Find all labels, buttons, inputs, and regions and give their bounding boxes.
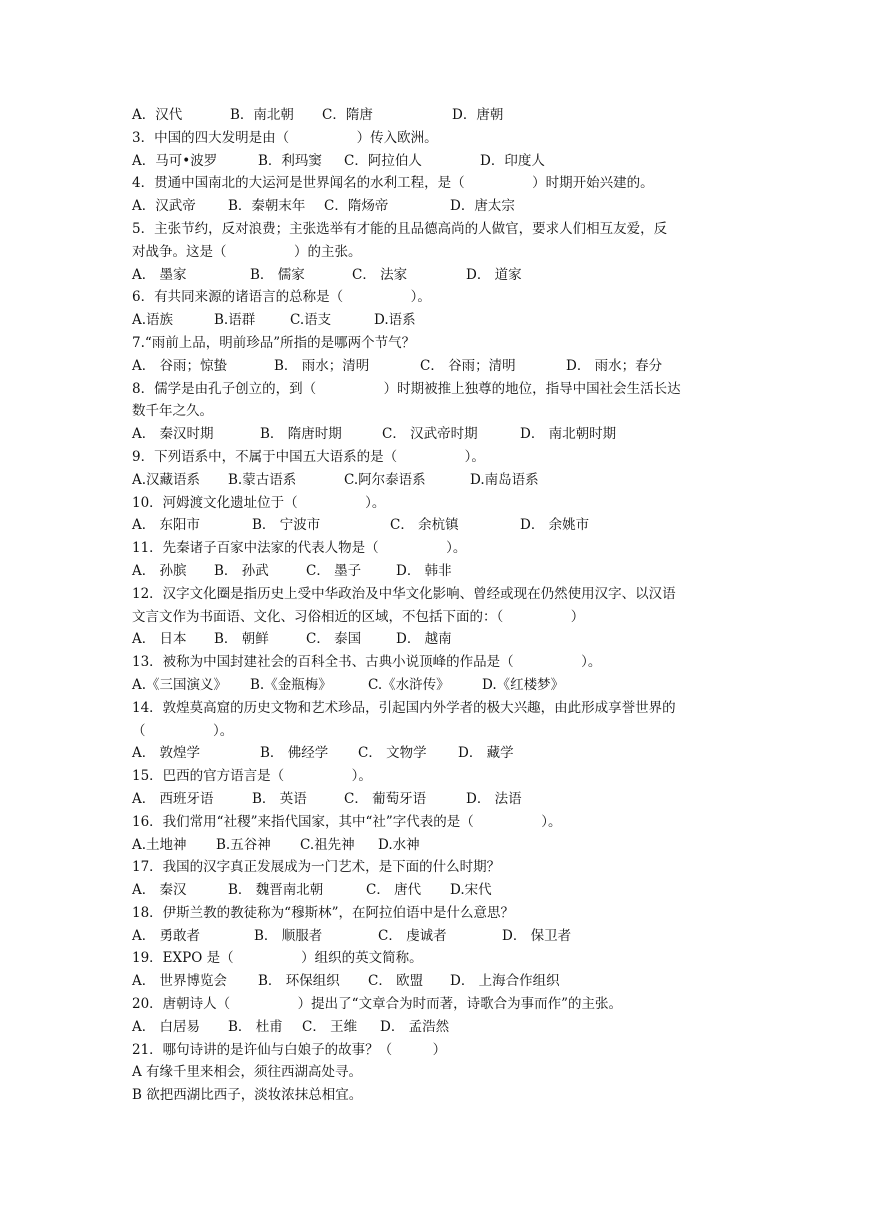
- answer-option: A． 西班牙语: [132, 790, 214, 807]
- answer-option: D． 韩非: [396, 562, 452, 579]
- answer-option: B． 环保组织: [258, 973, 340, 990]
- answer-option: D． 藏学: [458, 745, 514, 762]
- answer-options-row: [132, 925, 742, 948]
- answer-option: C． 王维: [302, 1018, 358, 1035]
- question-text-line: 11．先秦诸子百家中法家的代表人物是（ ）。: [132, 540, 467, 557]
- question-text-line: 15．巴西的官方语言是（ ）。: [132, 768, 372, 785]
- question-text-line: 9．下列语系中，不属于中国五大语系的是（ ）。: [132, 448, 485, 465]
- answer-options-row: [132, 742, 742, 765]
- answer-option: A． 谷雨；惊蛰: [132, 357, 228, 374]
- answer-option: C.阿尔泰语系: [344, 471, 426, 488]
- answer-options-row: [132, 150, 742, 173]
- answer-option: B．利玛窦: [258, 152, 322, 169]
- answer-option: A．马可•波罗: [132, 152, 218, 169]
- answer-option: A.语族: [132, 312, 174, 329]
- answer-option: B.语群: [214, 312, 256, 329]
- answer-option: B． 隋唐时期: [260, 426, 342, 443]
- answer-option: B． 佛经学: [260, 745, 329, 762]
- answer-option: A． 孙膑: [132, 562, 187, 579]
- answer-option: B． 顺服者: [254, 927, 323, 944]
- answer-option: C． 虔诚者: [378, 927, 447, 944]
- question-text-line: 10．河姆渡文化遗址位于（ ）。: [132, 494, 386, 511]
- answer-option: A． 勇敢者: [132, 927, 201, 944]
- answer-option: C． 文物学: [358, 745, 427, 762]
- answer-option: A．汉武帝: [132, 198, 196, 215]
- answer-option: D． 保卫者: [502, 927, 572, 944]
- answer-option: B．秦朝末年: [228, 198, 306, 215]
- answer-options-row: [132, 788, 742, 811]
- answer-option: B． 雨水；清明: [274, 357, 370, 374]
- answer-options-row: [132, 355, 742, 378]
- answer-option: B． 魏晋南北朝: [228, 882, 324, 899]
- answer-option: D． 余姚市: [520, 517, 590, 534]
- answer-option: C． 汉武帝时期: [382, 426, 478, 443]
- answer-option: D.南岛语系: [470, 471, 539, 488]
- answer-option: D． 法语: [466, 790, 522, 807]
- question-text-line: 21．哪句诗讲的是许仙与白娘子的故事？（ ）: [132, 1041, 447, 1058]
- answer-option: A． 世界博览会: [132, 973, 228, 990]
- answer-option: C． 葡萄牙语: [344, 790, 427, 807]
- answer-option: A． 日本: [132, 631, 187, 648]
- answer-option: A.汉藏语系: [132, 471, 201, 488]
- answer-option: A． 东阳市: [132, 517, 201, 534]
- question-text-line: 16．我们常用“社稷”来指代国家，其中“社”字代表的是（ ）。: [132, 813, 562, 830]
- answer-option: D． 越南: [396, 631, 452, 648]
- answer-option: D.宋代: [450, 882, 492, 899]
- question-text-line: 14．敦煌莫高窟的历史文物和艺术珍品，引起国内外学者的极大兴趣，由此形成享誉世界的: [132, 699, 676, 716]
- question-text-line: 18．伊斯兰教的教徒称为“穆斯林”，在阿拉伯语中是什么意思？: [132, 904, 514, 921]
- question-text-line: 12．汉字文化圈是指历史上受中华政治及中华文化影响、曾经或现在仍然使用汉字、以汉语: [132, 585, 676, 602]
- answer-options-row: [132, 560, 742, 583]
- answer-option: D.《红楼梦》: [482, 676, 565, 693]
- answer-option: A． 敦煌学: [132, 745, 201, 762]
- answer-option: D． 上海合作组织: [450, 973, 560, 990]
- question-text-line: （ ）。: [132, 722, 234, 739]
- answer-options-row: [132, 195, 742, 218]
- answer-option: C． 唐代: [366, 882, 422, 899]
- question-text-line: 13．被称为中国封建社会的百科全书、古典小说顶峰的作品是（ ）。: [132, 654, 602, 671]
- answer-option: A.土地神: [132, 836, 187, 853]
- answer-option: B． 儒家: [250, 266, 305, 283]
- answer-option: B.蒙古语系: [228, 471, 297, 488]
- question-text-line: A 有缘千里来相会，须往西湖高处寻。: [132, 1064, 363, 1081]
- question-text-line: 文言文作为书面语、文化、习俗相近的区域，不包括下面的：（ ）: [132, 608, 585, 625]
- answer-option: B． 英语: [252, 790, 307, 807]
- answer-option: A.《三国演义》: [132, 676, 228, 693]
- answer-option: A． 白居易: [132, 1018, 201, 1035]
- question-list: [132, 104, 742, 1107]
- answer-option: B． 朝鲜: [214, 631, 269, 648]
- answer-option: C．隋炀帝: [324, 198, 389, 215]
- answer-options-row: [132, 834, 742, 857]
- answer-option: D．唐太宗: [450, 198, 515, 215]
- answer-option: B． 杜甫: [228, 1018, 283, 1035]
- answer-option: C.《水浒传》: [368, 676, 450, 693]
- answer-option: C.祖先神: [300, 836, 355, 853]
- question-text-line: 5．主张节约，反对浪费；主张选举有才能的且品德高尚的人做官，要求人们相互友爱，反: [132, 220, 668, 237]
- answer-options-row: [132, 264, 742, 287]
- question-text-line: 4．贯通中国南北的大运河是世界闻名的水利工程，是（ ）时期开始兴建的。: [132, 175, 654, 192]
- answer-option: D．印度人: [480, 152, 545, 169]
- question-text-line: 19．EXPO 是（ ）组织的英文简称。: [132, 950, 423, 967]
- answer-option: C． 泰国: [306, 631, 362, 648]
- answer-option: C． 法家: [352, 266, 408, 283]
- question-text-line: 3．中国的四大发明是由（ ）传入欧洲。: [132, 129, 438, 146]
- answer-option: B.五谷神: [216, 836, 271, 853]
- answer-options-row: [132, 423, 742, 446]
- answer-option: B． 孙武: [214, 562, 269, 579]
- answer-options-row: [132, 309, 742, 332]
- answer-option: C．隋唐: [322, 107, 373, 123]
- question-text-line: 20．唐朝诗人（ ）提出了“文章合为时而著，诗歌合为事而作”的主张。: [132, 996, 622, 1013]
- answer-option: D.水神: [378, 836, 420, 853]
- answer-option: C． 余杭镇: [390, 517, 459, 534]
- answer-options-row: [132, 514, 742, 537]
- answer-option: A． 秦汉时期: [132, 426, 214, 443]
- answer-option: A． 秦汉: [132, 882, 187, 899]
- answer-option: C．阿拉伯人: [344, 152, 422, 169]
- answer-option: B． 宁波市: [252, 517, 321, 534]
- answer-option: D．唐朝: [452, 107, 504, 123]
- question-text-line: B 欲把西湖比西子，淡妆浓抹总相宜。: [132, 1087, 363, 1104]
- answer-options-row: [132, 970, 742, 993]
- answer-option: C． 墨子: [306, 562, 362, 579]
- question-text-line: 数千年之久。: [132, 403, 213, 420]
- answer-option: D.语系: [374, 312, 416, 329]
- answer-option: B.《金瓶梅》: [250, 676, 332, 693]
- question-text-line: 17．我国的汉字真正发展成为一门艺术，是下面的什么时期？: [132, 859, 501, 876]
- question-text-line: 对战争。这是（ ）的主张。: [132, 243, 362, 260]
- answer-options-row: [132, 104, 742, 127]
- answer-options-row: [132, 1016, 742, 1039]
- answer-options-row: [132, 628, 742, 651]
- answer-options-row: [132, 469, 742, 492]
- answer-option: D． 南北朝时期: [520, 426, 617, 443]
- answer-options-row: [132, 674, 742, 697]
- answer-option: C.语支: [290, 312, 332, 329]
- answer-option: A．汉代: [132, 107, 183, 123]
- question-text-line: 8．儒学是由孔子创立的，到（ ）时期被推上独尊的地位，指导中国社会生活长达: [132, 380, 681, 397]
- answer-option: D． 孟浩然: [380, 1018, 450, 1035]
- answer-option: D． 道家: [466, 266, 522, 283]
- question-text-line: 7.“雨前上品，明前珍品”所指的是哪两个节气？: [132, 334, 416, 351]
- answer-option: A． 墨家: [132, 266, 187, 283]
- answer-option: B．南北朝: [230, 107, 294, 123]
- answer-option: C． 谷雨；清明: [420, 357, 516, 374]
- answer-option: D． 雨水；春分: [566, 357, 663, 374]
- answer-option: C． 欧盟: [368, 973, 424, 990]
- answer-options-row: [132, 879, 742, 902]
- question-text-line: 6．有共同来源的诸语言的总称是（ ）。: [132, 289, 431, 306]
